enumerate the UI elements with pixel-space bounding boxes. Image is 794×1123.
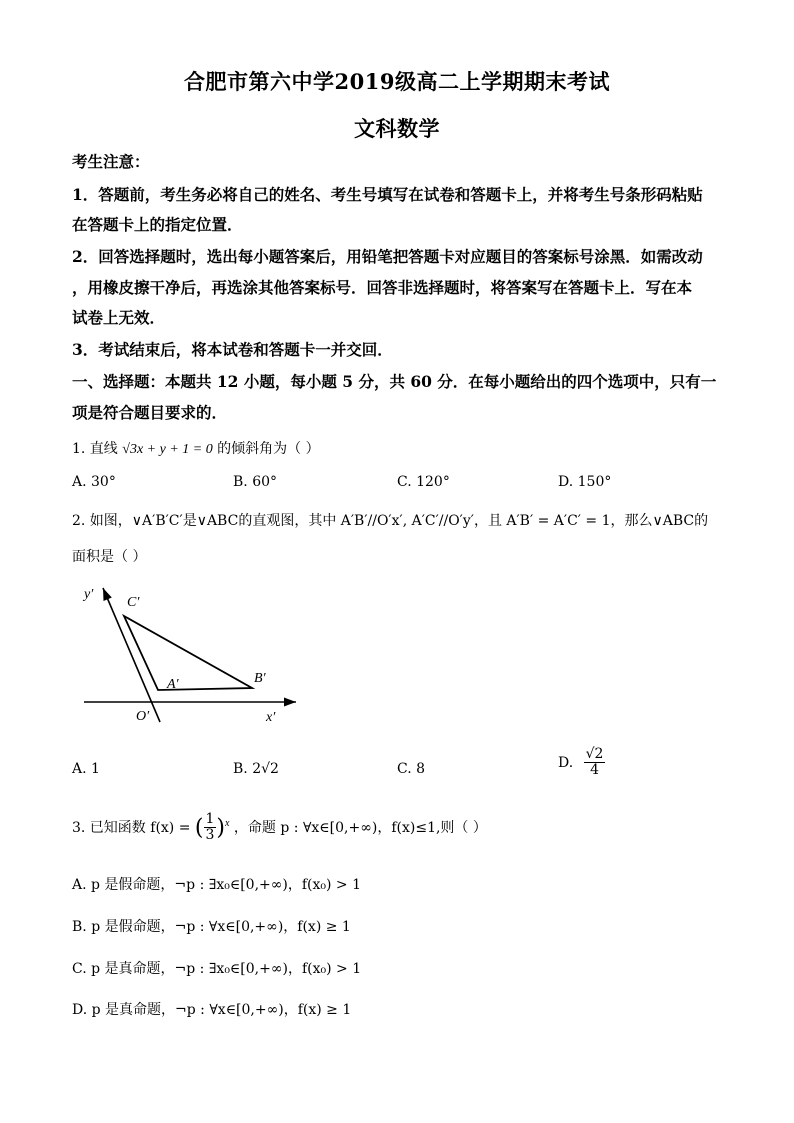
q3-fraction [204,812,217,844]
q3-prefix: 3. 已知函数 f(x) = [72,819,191,836]
y-axis-arrow [103,588,112,601]
fraction-numerator: √2 [585,746,604,762]
q1-suffix: 的倾斜角为（ ） [217,441,320,457]
notice-line: ，用橡皮擦干净后，再选涂其他答案标号．回答非选择题时，将答案写在答题卡上．写在本 [72,278,693,297]
x-axis-arrow [284,698,296,707]
q2-option-d-label: D. [558,754,574,771]
section-heading: 一、选择题：本题共 12 小题，每小题 5 分，共 60 分．在每小题给出的四个选项中，只有一 [72,372,717,391]
label-b: B′ [254,671,266,686]
notice-line: 2．回答选择题时，选出每小题答案后，用铅笔把答题卡对应题目的答案标号涂黑．如需改动 [72,247,703,266]
q1-option-b: B. 60° [233,474,278,490]
fraction-numerator: 1 [205,811,215,827]
question-1 [72,438,320,458]
q1-prefix: 1. 直线 [72,441,118,457]
notice-line: 3．考试结束后，将本试卷和答题卡一并交回． [72,340,393,359]
q2-option-c: C. 8 [397,761,426,777]
q1-option-a: A. 30° [72,474,116,490]
q2-option-d [558,747,605,779]
label-y: y′ [84,587,94,602]
q1-equation: √3x + y + 1 = 0 [122,442,213,457]
notice-line: 1．答题前，考生务必将自己的姓名、考生号填写在试卷和答题卡上，并将考生号条形码粘贴 [72,185,703,204]
section-heading: 项是符合题目要求的． [72,403,228,422]
label-o: O′ [136,709,150,724]
q2-option-d-fraction [584,747,606,779]
q3-option-b: B. p 是假命题，¬p : ∀x∈[0,+∞)，f(x) ≥ 1 [72,919,351,935]
oblique-projection-figure [70,578,310,738]
notice-line: 试卷上无效． [72,308,166,327]
q3-option-d: D. p 是真命题，¬p : ∀x∈[0,+∞)，f(x) ≥ 1 [72,1002,352,1018]
question-3 [72,812,487,844]
fraction-denominator: 4 [590,762,600,779]
fraction-denominator: 3 [205,827,215,844]
exam-title: 合肥市第六中学2019级高二上学期期末考试 [184,69,610,94]
q2-option-a: A. 1 [72,761,100,777]
question-2-line: 2. 如图，∨A′B′C′是∨ABC的直观图，其中 A′B′//O′x′, A′C′//O′y′，且 A′B′ = A′C′ = 1，那么∨ABC的 [72,513,709,529]
q1-option-d: D. 150° [558,474,612,490]
paren-left: ( [194,815,204,841]
paren-right: ) [216,815,226,841]
q3-option-a: A. p 是假命题，¬p : ∃x₀∈[0,+∞)，f(x₀) > 1 [72,877,362,893]
label-x: x′ [266,710,276,725]
q2-option-b: B. 2√2 [233,761,279,777]
q3-option-c: C. p 是真命题，¬p : ∃x₀∈[0,+∞)，f(x₀) > 1 [72,961,362,977]
q3-suffix: ，命题 p : ∀x∈[0,+∞)，f(x)≤1,则（ ） [233,819,487,836]
triangle-abc [124,616,252,690]
label-a: A′ [167,677,179,692]
notice-heading: 考生注意： [72,152,150,171]
label-c: C′ [127,595,140,610]
notice-line: 在答题卡上的指定位置． [72,215,243,234]
exam-subtitle: 文科数学 [354,116,440,141]
question-2-line: 面积是（ ） [72,549,147,565]
q1-option-c: C. 120° [397,474,450,490]
q3-exponent: x [225,818,230,830]
